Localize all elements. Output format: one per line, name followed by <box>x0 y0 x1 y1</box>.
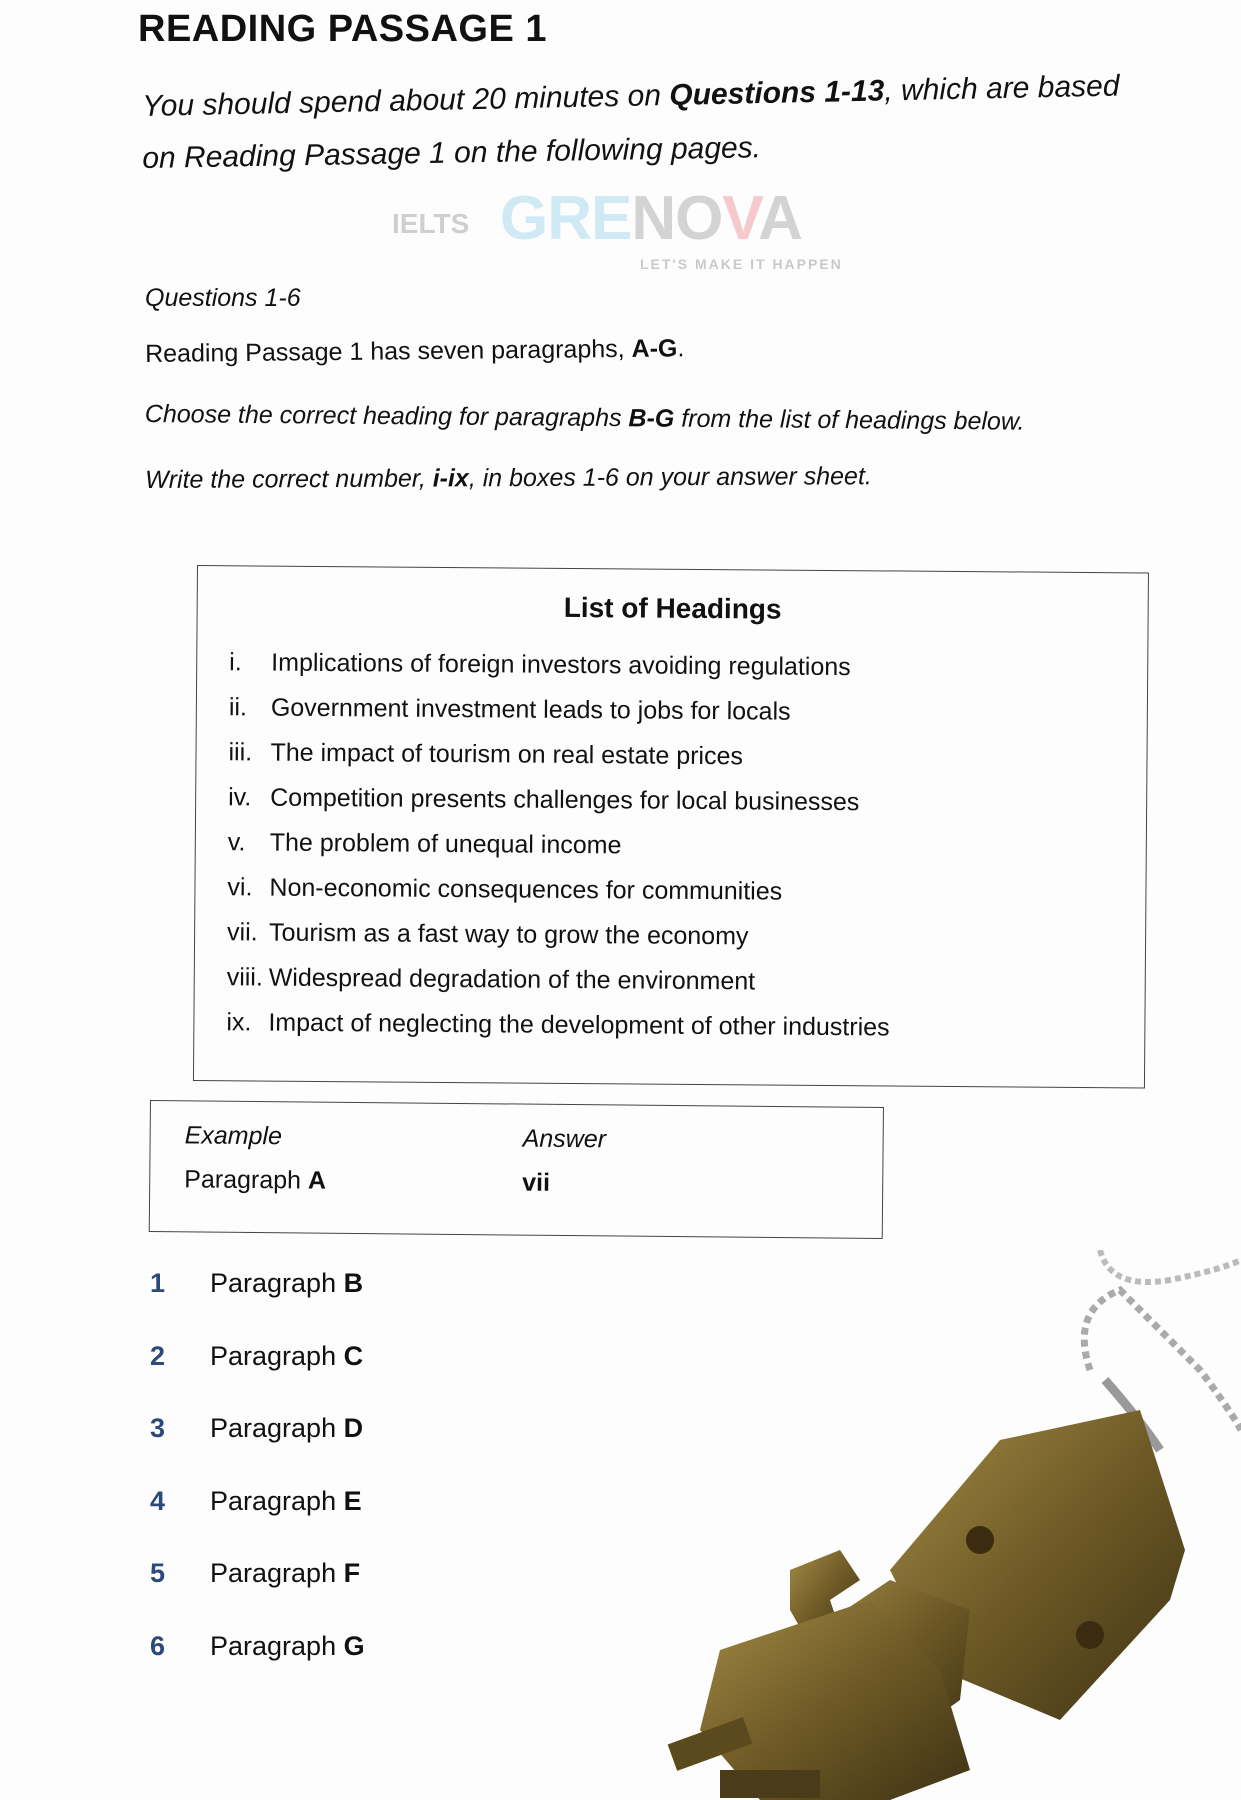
heading-numeral: viii. <box>226 963 263 992</box>
text: Choose the correct heading for paragraphs <box>144 400 629 433</box>
watermark-logo <box>500 184 802 253</box>
instruction-choose <box>145 400 1025 436</box>
question-number: 3 <box>150 1413 166 1443</box>
heading-numeral: iii. <box>228 738 253 767</box>
text: , in boxes 1-6 on your answer sheet. <box>468 462 872 493</box>
heading-numeral: vii. <box>227 918 258 947</box>
text: Paragraph <box>184 1165 309 1195</box>
heading-item <box>227 963 756 996</box>
heading-numeral: iv. <box>228 783 252 812</box>
page-title: READING PASSAGE 1 <box>138 8 547 50</box>
text: GRE <box>500 184 632 253</box>
watermark-ielts: IELTS <box>392 208 470 239</box>
text: A <box>758 184 802 253</box>
text: . <box>677 334 685 363</box>
paragraph-label: Paragraph <box>210 1630 344 1661</box>
questions-label: Questions 1-6 <box>145 284 301 312</box>
heading-item <box>228 738 743 771</box>
paragraph-letter: G <box>343 1630 365 1661</box>
text: NO <box>631 184 723 253</box>
headings-title: List of Headings <box>563 591 782 625</box>
heading-numeral: i. <box>229 648 242 677</box>
heading-text: Government investment leads to jobs for locals <box>270 693 791 726</box>
question-number: 4 <box>150 1485 166 1516</box>
list-of-headings-box <box>193 565 1149 1088</box>
heading-numeral: ix. <box>226 1008 252 1037</box>
text: , which are based <box>883 69 1120 108</box>
question-item <box>150 1486 362 1517</box>
watermark-tagline: LET'S MAKE IT HAPPEN <box>640 256 843 272</box>
heading-text: Widespread degradation of the environment <box>268 963 756 996</box>
text: Reading Passage 1 has seven paragraphs, <box>145 334 632 368</box>
text: from the list of headings below. <box>674 404 1025 436</box>
heading-text: The impact of tourism on real estate prices <box>270 738 744 771</box>
heading-item <box>226 1008 889 1042</box>
heading-text: Implications of foreign investors avoiding regulations <box>271 648 851 682</box>
instruction-line-1 <box>142 70 1120 125</box>
heading-text: The problem of unequal income <box>269 828 622 860</box>
heading-numeral: vi. <box>227 873 253 902</box>
heading-numeral: ii. <box>228 693 248 722</box>
bold-text: i-ix <box>432 464 469 493</box>
heading-numeral: v. <box>227 828 246 857</box>
heading-text: Impact of neglecting the development of other industries <box>268 1008 890 1042</box>
example-answer: vii <box>522 1168 551 1197</box>
heading-item <box>228 828 622 860</box>
paragraph-letter: D <box>343 1413 364 1443</box>
example-label: Example <box>184 1121 283 1151</box>
question-number: 1 <box>150 1268 166 1298</box>
question-item <box>150 1631 365 1662</box>
heading-item <box>227 918 749 951</box>
heading-item <box>228 783 859 817</box>
heading-text: Competition presents challenges for local businesses <box>270 783 860 817</box>
paragraph-letter: B <box>343 1268 364 1298</box>
heading-text: Non-economic consequences for communities <box>269 873 783 906</box>
paragraph-letter: C <box>343 1340 364 1371</box>
text: Write the correct number, <box>145 464 433 494</box>
answer-label: Answer <box>522 1124 607 1154</box>
paragraph-label: Paragraph <box>210 1485 344 1516</box>
question-number: 2 <box>150 1340 166 1371</box>
question-number: 6 <box>150 1630 166 1661</box>
question-item <box>150 1558 360 1589</box>
bold-text: A-G <box>631 334 678 363</box>
paragraph-label: Paragraph <box>210 1413 344 1443</box>
heading-item <box>229 648 851 682</box>
instruction-write <box>145 462 872 495</box>
heading-item <box>227 873 782 906</box>
question-item <box>150 1341 363 1372</box>
question-item <box>150 1268 363 1299</box>
example-box <box>149 1100 884 1239</box>
paragraph-label: Paragraph <box>210 1340 344 1371</box>
example-paragraph <box>184 1165 326 1195</box>
bold-text: B-G <box>628 404 675 433</box>
text: V <box>722 184 759 253</box>
text: A <box>307 1166 327 1195</box>
instruction-line-2: on Reading Passage 1 on the following pages. <box>142 131 762 175</box>
paragraph-label: Paragraph <box>210 1268 344 1298</box>
question-item <box>150 1413 363 1444</box>
bold-text: Questions 1-13 <box>668 74 885 112</box>
heading-item <box>229 693 791 726</box>
text: You should spend about 20 minutes on <box>142 78 670 123</box>
paragraph-letter: F <box>343 1558 361 1588</box>
heading-text: Tourism as a fast way to grow the economy <box>269 918 749 951</box>
paragraph-label: Paragraph <box>210 1558 344 1588</box>
paragraph-letter: E <box>343 1485 362 1516</box>
instruction-paragraphs <box>145 334 685 368</box>
robot-keychain-image <box>640 1250 1241 1800</box>
question-number: 5 <box>150 1558 166 1588</box>
